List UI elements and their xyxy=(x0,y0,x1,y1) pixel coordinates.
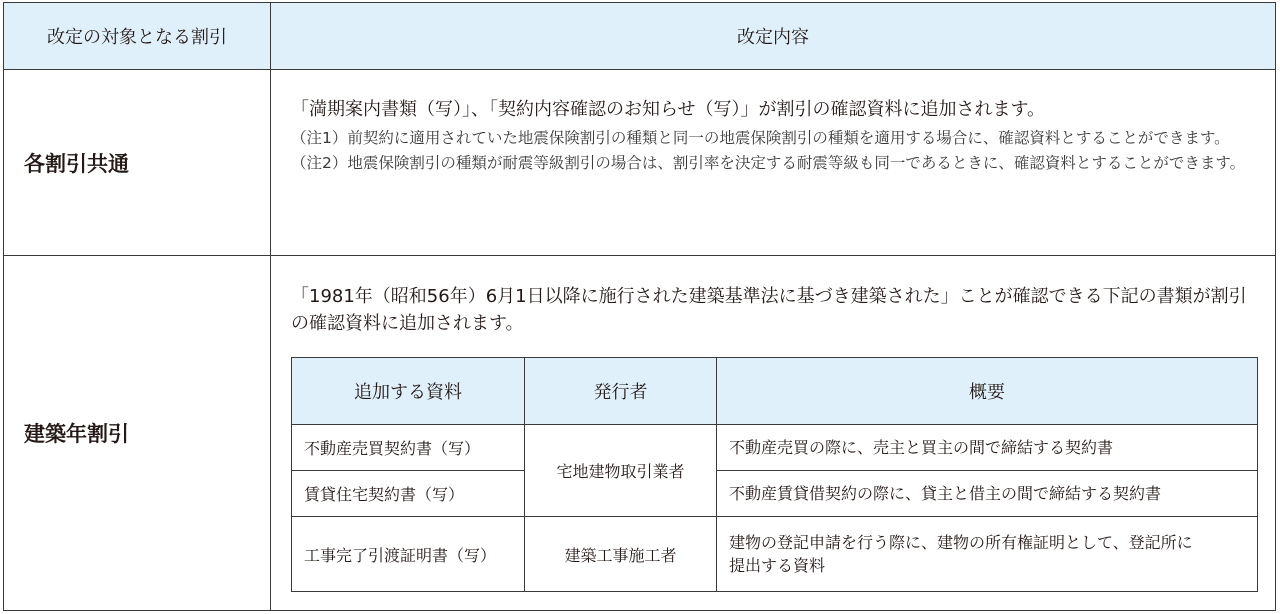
header-target: 改定の対象となる割引 xyxy=(4,3,271,70)
row-common-lead: 「満期案内書類（写）」、「契約内容確認のお知らせ（写）」が割引の確認資料に追加されます。 xyxy=(291,99,1046,120)
row-building-year-name: 建築年割引 xyxy=(4,256,271,611)
revision-table xyxy=(3,2,1276,611)
row-building-year-content xyxy=(271,256,1276,611)
inner-header-issuer: 発行者 xyxy=(525,358,717,425)
header-content: 改定内容 xyxy=(271,3,1276,70)
summary-cell: 不動産売買の際に、売主と買主の間で締結する契約書 xyxy=(717,425,1258,471)
document-cell: 不動産売買契約書（写） xyxy=(292,425,525,471)
inner-header-row xyxy=(292,358,1258,425)
issuer-cell: 宅地建物取引業者 xyxy=(525,425,717,517)
table-row xyxy=(292,517,1258,592)
note-1: （注1）前契約に適用されていた地震保険割引の種類と同一の地震保険割引の種類を適用する場合に、確認資料とすることができます。 xyxy=(291,129,1230,147)
document-cell: 賃貸住宅契約書（写） xyxy=(292,471,525,517)
table-row xyxy=(292,425,1258,471)
inner-header-summary: 概要 xyxy=(717,358,1258,425)
added-documents-table xyxy=(291,357,1258,592)
document-cell: 工事完了引渡証明書（写） xyxy=(292,517,525,592)
inner-header-document: 追加する資料 xyxy=(292,358,525,425)
header-row xyxy=(4,3,1276,70)
issuer-cell: 建築工事施工者 xyxy=(525,517,717,592)
row-building-year xyxy=(4,256,1276,611)
summary-cell: 不動産賃貸借契約の際に、貸主と借主の間で締結する契約書 xyxy=(717,471,1258,517)
row-common-content xyxy=(271,70,1276,256)
summary-cell: 建物の登記申請を行う際に、建物の所有権証明として、登記所に提出する資料 xyxy=(717,517,1258,592)
row-building-year-lead: 「1981年（昭和56年）6月1日以降に施行された建築基準法に基づき建築された」ことが確認できる下記の書類が割引の確認資料に追加されます。 xyxy=(291,286,1247,334)
row-common xyxy=(4,70,1276,256)
row-common-name: 各割引共通 xyxy=(4,70,271,256)
note-2: （注2）地震保険割引の種類が耐震等級割引の場合は、割引率を決定する耐震等級も同一であるときに、確認資料とすることができます。 xyxy=(291,154,1246,172)
table-row xyxy=(292,471,1258,517)
